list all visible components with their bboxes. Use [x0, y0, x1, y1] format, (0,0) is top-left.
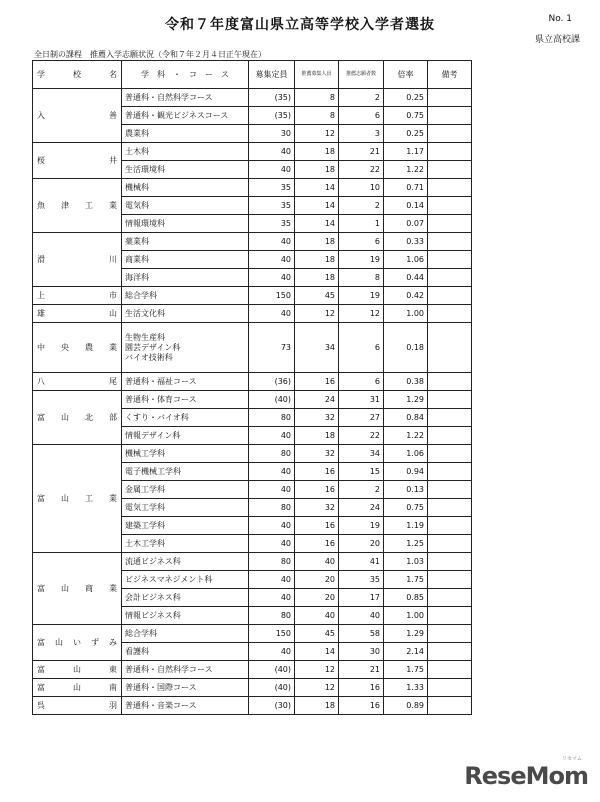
capacity-cell: (36) [249, 373, 295, 391]
applicants-cell: 2 [339, 89, 384, 107]
course-cell: 看護科 [122, 643, 249, 661]
table-row [33, 391, 472, 409]
ratio-cell: 0.75 [384, 499, 428, 517]
course-cell: 普通科・音楽コース [122, 697, 249, 715]
course-cell: 土木科 [122, 143, 249, 161]
ratio-cell: 1.19 [384, 517, 428, 535]
applicants-cell: 10 [339, 179, 384, 197]
recruit-cell: 20 [295, 571, 339, 589]
notes-cell [428, 625, 472, 643]
school-name-cell [33, 553, 122, 625]
table-row [33, 233, 472, 251]
school-name-char: 上 [37, 290, 45, 300]
school-name-char: 羽 [109, 700, 117, 710]
capacity-cell: (40) [249, 391, 295, 409]
course-cell: 電気工学科 [122, 499, 249, 517]
school-name-cell [33, 679, 122, 697]
applicants-cell: 6 [339, 373, 384, 391]
course-cell: 機械科 [122, 179, 249, 197]
school-name-char: 山 [61, 583, 69, 593]
school-name-char: 山 [61, 412, 69, 422]
notes-cell [428, 305, 472, 323]
school-name-cell [33, 391, 122, 445]
capacity-cell: 40 [249, 589, 295, 607]
ratio-cell: 0.84 [384, 409, 428, 427]
capacity-cell: (40) [249, 661, 295, 679]
ratio-cell: 0.75 [384, 107, 428, 125]
school-name-char: 山 [73, 682, 81, 692]
applicants-cell: 8 [339, 269, 384, 287]
course-cell: 普通科・観光ビジネスコース [122, 107, 249, 125]
ratio-cell: 1.75 [384, 571, 428, 589]
capacity-cell: 35 [249, 179, 295, 197]
capacity-cell: 80 [249, 499, 295, 517]
recruit-cell: 18 [295, 697, 339, 715]
capacity-cell: 80 [249, 553, 295, 571]
notes-cell [428, 251, 472, 269]
ratio-cell: 2.14 [384, 643, 428, 661]
notes-cell [428, 661, 472, 679]
notes-cell [428, 287, 472, 305]
recruit-cell: 45 [295, 625, 339, 643]
recruit-cell: 18 [295, 143, 339, 161]
school-name-char: 富 [37, 664, 45, 674]
course-cell: 情報デザイン科 [122, 427, 249, 445]
applicants-table [32, 60, 472, 715]
ratio-cell: 1.25 [384, 535, 428, 553]
course-cell: 金属工学科 [122, 481, 249, 499]
recruit-cell: 14 [295, 179, 339, 197]
applicants-cell: 19 [339, 287, 384, 305]
school-name-char: 工 [85, 493, 93, 503]
school-name-char: 山 [61, 493, 69, 503]
ratio-cell: 0.44 [384, 269, 428, 287]
ratio-cell: 1.00 [384, 305, 428, 323]
ratio-cell: 1.17 [384, 143, 428, 161]
applicants-cell: 6 [339, 107, 384, 125]
course-cell: 普通科・国際コース [122, 679, 249, 697]
course-cell: 総合学科 [122, 625, 249, 643]
school-name-char: 部 [109, 412, 117, 422]
table-row [33, 661, 472, 679]
school-name-cell [33, 625, 122, 661]
course-cell: くすり・バイオ科 [122, 409, 249, 427]
notes-cell [428, 373, 472, 391]
table-row [33, 305, 472, 323]
notes-cell [428, 517, 472, 535]
table-row [33, 179, 472, 197]
page-number: No. 1 [548, 14, 572, 24]
ratio-cell: 0.71 [384, 179, 428, 197]
applicants-cell: 3 [339, 125, 384, 143]
applicants-cell: 15 [339, 463, 384, 481]
ratio-cell: 0.14 [384, 197, 428, 215]
notes-cell [428, 463, 472, 481]
recruit-cell: 32 [295, 499, 339, 517]
table-subtitle: 全日制の課程 推薦入学志願状況（令和７年２月４日正午現在） [34, 50, 266, 59]
applicants-cell: 16 [339, 697, 384, 715]
applicants-cell: 35 [339, 571, 384, 589]
header-capacity: 募集定員 [249, 61, 295, 89]
ratio-cell: 0.33 [384, 233, 428, 251]
school-name-char: 南 [109, 682, 117, 692]
school-name-cell [33, 661, 122, 679]
recruit-cell: 18 [295, 427, 339, 445]
recruit-cell: 20 [295, 589, 339, 607]
capacity-cell: 150 [249, 287, 295, 305]
course-cell: 総合学科 [122, 287, 249, 305]
course-cell: 普通科・自然科学コース [122, 661, 249, 679]
school-name-cell [33, 143, 122, 179]
capacity-cell: (35) [249, 107, 295, 125]
notes-cell [428, 323, 472, 373]
school-name-char: 山 [109, 308, 117, 318]
header-notes: 備考 [428, 61, 472, 89]
capacity-cell: 150 [249, 625, 295, 643]
capacity-cell: 40 [249, 233, 295, 251]
notes-cell [428, 553, 472, 571]
course-cell: 土木工学科 [122, 535, 249, 553]
school-name-cell [33, 305, 122, 323]
table-row [33, 373, 472, 391]
header-school-char: 名 [109, 69, 117, 79]
recruit-cell: 8 [295, 89, 339, 107]
school-name-char: 山 [55, 637, 63, 647]
school-name-char: 雄 [37, 308, 45, 318]
recruit-cell: 32 [295, 445, 339, 463]
school-name-char: 富 [37, 412, 45, 422]
school-name-char: 工 [85, 200, 93, 210]
capacity-cell: (30) [249, 697, 295, 715]
ratio-cell: 1.75 [384, 661, 428, 679]
course-cell: 流通ビジネス科 [122, 553, 249, 571]
notes-cell [428, 535, 472, 553]
table-body [33, 89, 472, 715]
applicants-cell: 1 [339, 215, 384, 233]
recruit-cell: 12 [295, 679, 339, 697]
applicants-cell: 20 [339, 535, 384, 553]
ratio-cell: 0.07 [384, 215, 428, 233]
ratio-cell: 0.42 [384, 287, 428, 305]
recruit-cell: 16 [295, 463, 339, 481]
school-name-char: ず [91, 637, 99, 647]
applicants-cell: 27 [339, 409, 384, 427]
school-name-cell [33, 179, 122, 233]
notes-cell [428, 481, 472, 499]
recruit-cell: 45 [295, 287, 339, 305]
notes-cell [428, 643, 472, 661]
ratio-cell: 0.25 [384, 89, 428, 107]
notes-cell [428, 427, 472, 445]
ratio-cell: 0.94 [384, 463, 428, 481]
capacity-cell: 40 [249, 535, 295, 553]
capacity-cell: 80 [249, 607, 295, 625]
recruit-cell: 18 [295, 269, 339, 287]
applicants-cell: 21 [339, 661, 384, 679]
ratio-cell: 0.18 [384, 323, 428, 373]
notes-cell [428, 125, 472, 143]
ratio-cell: 1.29 [384, 391, 428, 409]
page-title: 令和７年度富山県立高等学校入学者選抜 [165, 17, 435, 33]
recruit-cell: 16 [295, 535, 339, 553]
applicants-cell: 40 [339, 607, 384, 625]
notes-cell [428, 179, 472, 197]
recruit-cell: 18 [295, 161, 339, 179]
school-name-cell [33, 373, 122, 391]
school-name-char: 央 [61, 342, 69, 352]
school-name-char: 富 [37, 583, 45, 593]
applicants-cell: 6 [339, 233, 384, 251]
capacity-cell: 73 [249, 323, 295, 373]
applicants-cell: 22 [339, 427, 384, 445]
school-name-char: 井 [109, 155, 117, 165]
school-name-char: 八 [37, 376, 45, 386]
school-name-char: 商 [85, 583, 93, 593]
recruit-cell: 32 [295, 409, 339, 427]
course-cell: 電気科 [122, 197, 249, 215]
notes-cell [428, 697, 472, 715]
school-name-char: 滑 [37, 254, 45, 264]
course-cell: 会計ビジネス科 [122, 589, 249, 607]
notes-cell [428, 269, 472, 287]
school-name-cell [33, 697, 122, 715]
school-name-char: 東 [109, 664, 117, 674]
course-cell: 建築工学科 [122, 517, 249, 535]
recruit-cell: 34 [295, 323, 339, 373]
capacity-cell: 40 [249, 571, 295, 589]
recruit-cell: 18 [295, 233, 339, 251]
notes-cell [428, 589, 472, 607]
recruit-cell: 8 [295, 107, 339, 125]
course-cell: 情報ビジネス科 [122, 607, 249, 625]
applicants-cell: 21 [339, 143, 384, 161]
school-name-char: 業 [109, 342, 117, 352]
applicants-cell: 41 [339, 553, 384, 571]
recruit-cell: 14 [295, 643, 339, 661]
table-row [33, 679, 472, 697]
recruit-cell: 12 [295, 661, 339, 679]
course-cell: 農業科 [122, 125, 249, 143]
ratio-cell: 0.13 [384, 481, 428, 499]
header-recruit: 推薦募集人員 [295, 61, 339, 89]
recruit-cell: 14 [295, 215, 339, 233]
course-cell: 商業科 [122, 251, 249, 269]
school-name-char: 市 [109, 290, 117, 300]
resemom-logo: ReseMom [464, 762, 588, 790]
school-name-cell [33, 89, 122, 143]
recruit-cell: 40 [295, 553, 339, 571]
ratio-cell: 1.03 [384, 553, 428, 571]
capacity-cell: 40 [249, 305, 295, 323]
ratio-cell: 1.33 [384, 679, 428, 697]
ratio-cell: 1.06 [384, 445, 428, 463]
capacity-cell: 40 [249, 269, 295, 287]
recruit-cell: 12 [295, 305, 339, 323]
ratio-cell: 1.22 [384, 427, 428, 445]
course-cell: 薬業科 [122, 233, 249, 251]
notes-cell [428, 499, 472, 517]
ratio-cell: 1.29 [384, 625, 428, 643]
school-name-cell [33, 323, 122, 373]
recruit-cell: 16 [295, 517, 339, 535]
school-name-char: 桜 [37, 155, 45, 165]
notes-cell [428, 571, 472, 589]
capacity-cell: 40 [249, 517, 295, 535]
school-name-char: み [109, 637, 117, 647]
header-course: 学 科 ・ コ ー ス [122, 61, 249, 89]
applicants-cell: 19 [339, 517, 384, 535]
capacity-cell: 35 [249, 197, 295, 215]
recruit-cell: 16 [295, 373, 339, 391]
recruit-cell: 18 [295, 251, 339, 269]
table-row [33, 323, 472, 373]
course-cell: ビジネスマネジメント科 [122, 571, 249, 589]
school-name-char: 津 [61, 200, 69, 210]
department-label: 県立高校課 [534, 35, 580, 45]
school-name-cell [33, 445, 122, 553]
school-name-char: 山 [73, 664, 81, 674]
header-school-char: 学 [37, 69, 45, 79]
notes-cell [428, 679, 472, 697]
applicants-cell: 6 [339, 323, 384, 373]
capacity-cell: (40) [249, 679, 295, 697]
school-name-char: 善 [109, 110, 117, 120]
applicants-cell: 2 [339, 481, 384, 499]
course-cell [122, 323, 249, 373]
notes-cell [428, 197, 472, 215]
applicants-cell: 34 [339, 445, 384, 463]
school-name-char: 魚 [37, 200, 45, 210]
course-cell: 電子機械工学科 [122, 463, 249, 481]
notes-cell [428, 445, 472, 463]
ratio-cell: 0.89 [384, 697, 428, 715]
capacity-cell: 40 [249, 481, 295, 499]
table-row [33, 697, 472, 715]
capacity-cell: 40 [249, 427, 295, 445]
course-cell: 生活文化科 [122, 305, 249, 323]
capacity-cell: 40 [249, 643, 295, 661]
course-cell: 機械工学科 [122, 445, 249, 463]
ratio-cell: 0.38 [384, 373, 428, 391]
ratio-cell: 1.00 [384, 607, 428, 625]
notes-cell [428, 215, 472, 233]
applicants-cell: 24 [339, 499, 384, 517]
school-name-char: 川 [109, 254, 117, 264]
capacity-cell: 40 [249, 161, 295, 179]
applicants-cell: 30 [339, 643, 384, 661]
header-ratio: 倍率 [384, 61, 428, 89]
notes-cell [428, 391, 472, 409]
ratio-cell: 0.85 [384, 589, 428, 607]
table-row [33, 287, 472, 305]
school-name-cell [33, 233, 122, 287]
applicants-cell: 22 [339, 161, 384, 179]
course-cell: 普通科・自然科学コース [122, 89, 249, 107]
notes-cell [428, 107, 472, 125]
ratio-cell: 1.06 [384, 251, 428, 269]
capacity-cell: 80 [249, 409, 295, 427]
school-name-char: 業 [109, 583, 117, 593]
school-name-char: い [73, 637, 81, 647]
table-row [33, 445, 472, 463]
capacity-cell: 40 [249, 463, 295, 481]
course-multiline: 生物生産科 園芸デザイン科 バイオ技術科 [125, 332, 181, 362]
applicants-cell: 2 [339, 197, 384, 215]
applicants-cell: 31 [339, 391, 384, 409]
capacity-cell: 30 [249, 125, 295, 143]
school-name-char: 富 [37, 493, 45, 503]
notes-cell [428, 143, 472, 161]
school-name-char: 富 [37, 682, 45, 692]
ratio-cell: 0.25 [384, 125, 428, 143]
school-name-cell [33, 287, 122, 305]
applicants-cell: 16 [339, 679, 384, 697]
school-name-char: 入 [37, 110, 45, 120]
capacity-cell: 40 [249, 143, 295, 161]
course-cell: 普通科・福祉コース [122, 373, 249, 391]
header-applicants: 推薦志願者数 [339, 61, 384, 89]
applicants-cell: 19 [339, 251, 384, 269]
notes-cell [428, 409, 472, 427]
notes-cell [428, 233, 472, 251]
header-school [33, 61, 122, 89]
recruit-cell: 12 [295, 125, 339, 143]
capacity-cell: (35) [249, 89, 295, 107]
school-name-char: 呉 [37, 700, 45, 710]
school-name-char: 尾 [109, 376, 117, 386]
school-name-char: 北 [85, 412, 93, 422]
notes-cell [428, 89, 472, 107]
recruit-cell: 14 [295, 197, 339, 215]
table-row [33, 553, 472, 571]
course-cell: 海洋科 [122, 269, 249, 287]
school-name-char: 業 [109, 200, 117, 210]
course-cell: 情報環境科 [122, 215, 249, 233]
recruit-cell: 40 [295, 607, 339, 625]
table-row [33, 625, 472, 643]
school-name-char: 農 [85, 342, 93, 352]
header-school-char: 校 [73, 69, 81, 79]
table-row [33, 143, 472, 161]
logo-subtext: リセマム [562, 756, 582, 762]
capacity-cell: 40 [249, 251, 295, 269]
capacity-cell: 35 [249, 215, 295, 233]
recruit-cell: 16 [295, 481, 339, 499]
capacity-cell: 80 [249, 445, 295, 463]
course-cell: 普通科・体育コース [122, 391, 249, 409]
applicants-cell: 12 [339, 305, 384, 323]
recruit-cell: 24 [295, 391, 339, 409]
applicants-cell: 58 [339, 625, 384, 643]
school-name-char: 中 [37, 342, 45, 352]
course-cell: 生活環境科 [122, 161, 249, 179]
notes-cell [428, 161, 472, 179]
school-name-char: 富 [37, 637, 45, 647]
notes-cell [428, 607, 472, 625]
header-row [33, 61, 472, 89]
table-row [33, 89, 472, 107]
ratio-cell: 1.22 [384, 161, 428, 179]
applicants-cell: 17 [339, 589, 384, 607]
school-name-char: 業 [109, 493, 117, 503]
